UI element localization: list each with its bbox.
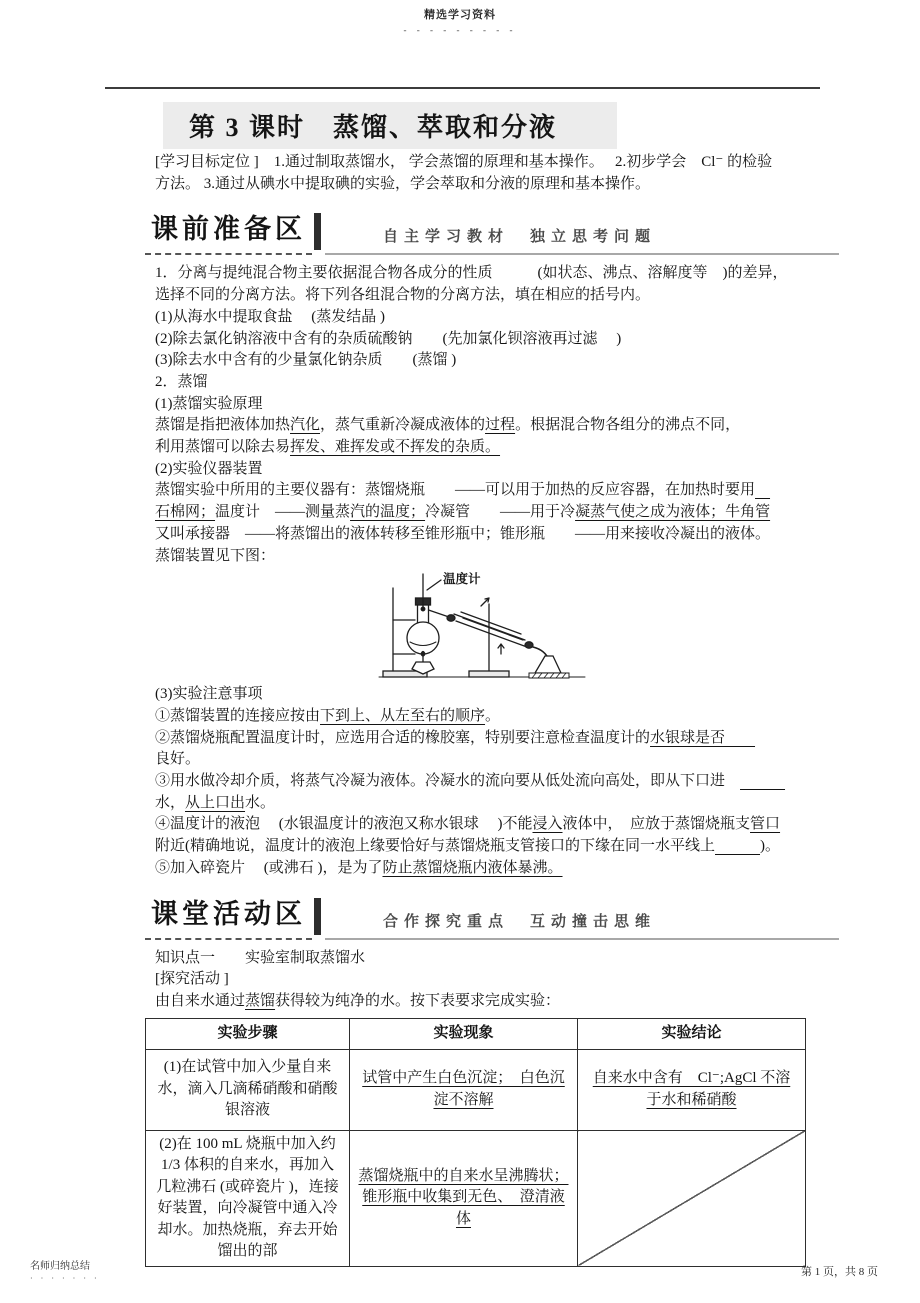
answer-blank: 石棉网； — [155, 504, 216, 521]
text-run: [探究活动 ] — [155, 971, 229, 988]
table-cell — [350, 1130, 578, 1266]
answer-blank: 过程 — [485, 417, 516, 434]
banner-rule — [325, 225, 839, 255]
notes-section-text — [155, 684, 839, 879]
table-cell-diagonal — [578, 1130, 806, 1266]
paragraph-line — [155, 502, 839, 524]
paragraph-line — [155, 524, 839, 546]
answer-blank: 汽化 — [290, 417, 321, 434]
text-run: 方法。 3.通过从碘水中提取碘的实验，学会萃取和分液的原理和基本操作。 — [155, 175, 651, 192]
paragraph-line — [155, 771, 839, 793]
table-row — [146, 1130, 806, 1266]
page-header — [0, 6, 920, 35]
table-header-cell: 实验现象 — [350, 1018, 578, 1049]
text-run: 水， — [155, 794, 186, 811]
text-run: (2)在 100 mL 烧瓶中加入约1/3 体积的自来水，再加入几粒沸石 (或碎瓷片 )，连接好装置，向冷凝管中通入冷却水。加热烧瓶，弃去开始馏出的部 — [156, 1135, 339, 1260]
paragraph-line — [155, 350, 839, 372]
lesson-title: 第 3 课时 蒸馏、萃取和分液 — [189, 113, 558, 142]
paragraph-line — [155, 415, 839, 437]
page-number: 第 1 页，共 8 页 — [801, 1266, 878, 1278]
table-cell — [146, 1049, 350, 1130]
text-run: 蒸馏实验中所用的主要仪器有：蒸馏烧瓶 ——可以用于加热的反应容器，在加热时要用 — [155, 482, 756, 499]
table-header-cell: 实验步骤 — [146, 1018, 350, 1049]
text-run: 蒸馏装置见下图： — [155, 547, 276, 564]
text-run: 良好。 — [155, 751, 201, 768]
answer-blank — [740, 773, 785, 789]
section-banner-activity — [145, 890, 839, 940]
answer-blank: 凝蒸气使之成为液体；牛角管 — [575, 504, 771, 521]
table-cell — [578, 1049, 806, 1130]
knowledge-point-text — [155, 948, 839, 1013]
answer-blank: 浸入 — [532, 816, 563, 833]
text-run: 2．蒸馏 — [155, 373, 208, 390]
text-run: 知识点一 实验室制取蒸馏水 — [155, 949, 366, 966]
answer-blank: 自来水中含有 Cl⁻;AgCl 不溶于水和稀硝酸 — [592, 1070, 791, 1108]
paragraph-line — [155, 459, 839, 481]
text-run: 液体中， 应放于蒸馏烧瓶支 — [562, 816, 751, 833]
answer-blank: 蒸馏 — [245, 992, 276, 1009]
text-run: 冷凝管 ——用于冷 — [425, 504, 576, 521]
text-run: 蒸馏是指把液体加热 — [155, 417, 291, 434]
answer-blank: 挥发、难挥发或不挥发的杂质。 — [290, 439, 501, 456]
distillation-apparatus-diagram — [377, 570, 587, 682]
text-run: 选择不同的分离方法。将下列各组混合物的分离方法，填在相应的括号内。 — [155, 287, 651, 304]
text-run: 水。 — [245, 794, 276, 811]
table-row — [146, 1049, 806, 1130]
paragraph-line — [155, 948, 839, 970]
paragraph-line — [155, 329, 839, 351]
banner-bar — [314, 213, 321, 250]
answer-blank: 汽的温度； — [350, 504, 426, 521]
paragraph-line — [155, 684, 839, 706]
answer-blank: 水银球是否 — [650, 729, 756, 746]
paragraph-line — [155, 858, 839, 880]
section-banner-prep-title: 课前准备区 — [145, 207, 312, 255]
paragraph-line — [155, 836, 839, 858]
section-banner-activity-title: 课堂活动区 — [145, 892, 312, 940]
paragraph-line — [155, 480, 839, 502]
answer-blank: 防止蒸馏烧瓶内液体暴沸。 — [382, 859, 563, 876]
text-run: 。 — [485, 707, 501, 724]
text-run: ，蒸气重新冷凝成液体的 — [320, 417, 486, 434]
answer-blank: 蒸馏烧瓶中的自来水呈沸腾状；锥形瓶中收集到无色、 澄清液体 — [358, 1167, 569, 1227]
paragraph-line — [155, 793, 839, 815]
answer-blank — [715, 838, 760, 854]
text-run: 附近(精确地说，温度计的液泡上缘要恰好与蒸馏烧瓶支管接口的下缘在同一水平线上 — [155, 838, 715, 855]
text-run: 1．分离与提纯混合物主要依据混合物各成分的性质 (如状态、沸点、溶解度等 )的差异， — [155, 265, 788, 282]
text-run: (1)蒸馏实验原理 — [155, 395, 263, 412]
text-run: ④温度计的液泡 (水银温度计的液泡又称水银球 )不能 — [155, 816, 533, 833]
paragraph-line — [155, 969, 839, 991]
learning-objectives — [155, 152, 839, 195]
text-run: 又叫承接器 ——将蒸馏出的液体转移至锥形瓶中；锥形瓶 ——用来接收冷凝出的液体。 — [155, 525, 771, 542]
text-run: (1)从海水中提取食盐 (蒸发结晶 ) — [155, 308, 385, 325]
paragraph-line — [155, 437, 839, 459]
lesson-title-block — [163, 102, 617, 149]
text-run: [学习目标定位 ] 1.通过制取蒸馏水， 学会蒸馏的原理和基本操作。 2.初步学会 Cl⁻ 的检验 — [155, 154, 773, 170]
footer-dots: · · · · · · · — [30, 1274, 100, 1283]
paragraph-line — [155, 814, 839, 836]
paragraph-line — [155, 394, 839, 416]
experiment-table — [145, 1018, 806, 1267]
text-run: (2)实验仪器装置 — [155, 460, 263, 477]
section-banner-activity-subtitle: 合作探究重点 互动撞击思维 — [383, 912, 657, 930]
text-run: 。根据混合物各组分的沸点不同， — [515, 417, 741, 434]
table-cell — [146, 1130, 350, 1266]
paragraph-line — [155, 307, 839, 329]
paragraph-line — [155, 174, 839, 196]
paragraph-line — [155, 372, 839, 394]
answer-blank — [755, 482, 770, 498]
section-banner-prep — [145, 205, 839, 255]
text-run: 温度计 ——测量蒸 — [215, 504, 351, 521]
document-content — [151, 102, 839, 1267]
text-run: ①蒸馏装置的连接应按由 — [155, 707, 321, 724]
answer-blank: 管口 — [750, 816, 781, 833]
page-footer-left — [30, 1257, 100, 1283]
paragraph-line — [155, 728, 839, 750]
paragraph-line — [155, 749, 839, 771]
text-run: (1)在试管中加入少量自来水，滴入几滴稀硝酸和硝酸银溶液 — [157, 1059, 338, 1119]
top-rule — [105, 87, 820, 89]
paragraph-line — [155, 285, 839, 307]
table-cell — [350, 1049, 578, 1130]
paragraph-line — [155, 263, 839, 285]
banner-rule — [325, 910, 839, 940]
text-run: ⑤加入碎瓷片 (或沸石 )，是为了 — [155, 859, 383, 876]
section-banner-prep-subtitle: 自主学习教材 独立思考问题 — [383, 228, 657, 246]
banner-bar — [314, 898, 321, 935]
text-run: (3)除去水中含有的少量氯化钠杂质 (蒸馏 ) — [155, 352, 457, 369]
page-header-dashes: - - - - - - - - - — [403, 25, 517, 35]
paragraph-line — [155, 706, 839, 728]
answer-blank: 试管中产生白色沉淀； 白色沉淀不溶解 — [362, 1070, 565, 1108]
thermometer-label: 温度计 — [443, 572, 481, 587]
text-run: ③用水做冷却介质，将蒸气冷凝为液体。冷凝水的流向要从低处流向高处，即从下口进 — [155, 773, 741, 790]
footer-note: 名师归纳总结 — [30, 1261, 90, 1272]
text-run: 获得较为纯净的水。按下表要求完成实验： — [275, 992, 561, 1009]
paragraph-line — [155, 152, 839, 174]
text-run: (2)除去氯化钠溶液中含有的杂质硫酸钠 (先加氯化钡溶液再过滤 ) — [155, 330, 622, 347]
text-run: )。 — [760, 838, 781, 855]
distillation-apparatus-svg — [377, 570, 587, 682]
paragraph-line — [155, 991, 839, 1013]
text-run: ②蒸馏烧瓶配置温度计时，应选用合适的橡胶塞，特别要注意检查温度计的 — [155, 729, 651, 746]
text-run: 由自来水通过 — [155, 992, 246, 1009]
paragraph-line — [155, 546, 839, 568]
answer-blank: 下到上、从左至右的顺序 — [320, 707, 486, 724]
text-run: (3)实验注意事项 — [155, 686, 263, 703]
table-header-cell: 实验结论 — [578, 1018, 806, 1049]
answer-blank: 从上口出 — [185, 794, 246, 811]
page-header-title: 精选学习资料 — [424, 9, 496, 21]
text-run: 利用蒸馏可以除去易 — [155, 439, 291, 456]
prep-section-text — [155, 263, 839, 567]
